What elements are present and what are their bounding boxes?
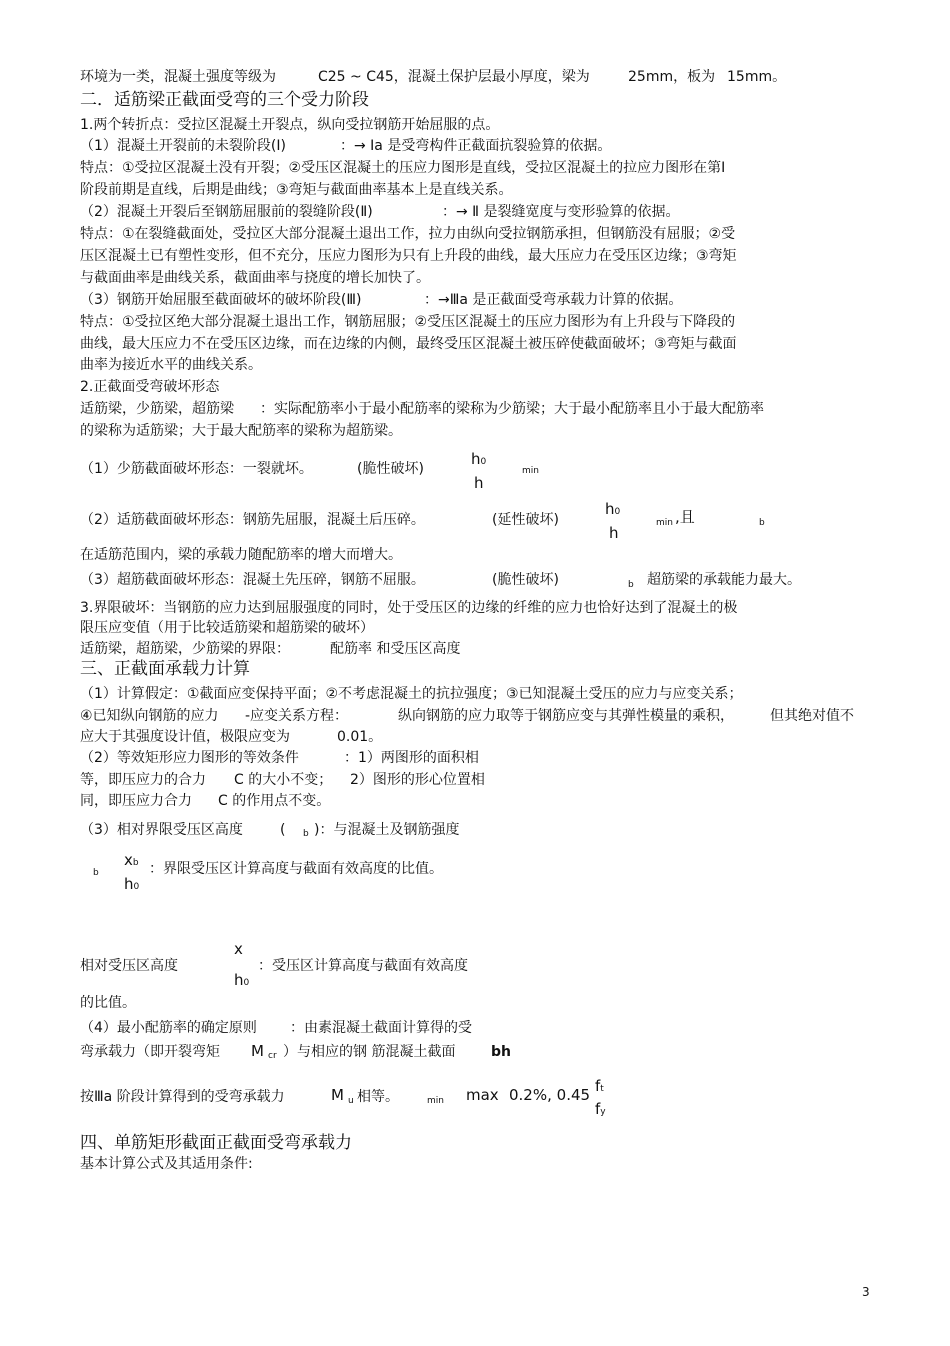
text-line: 按Ⅲa 阶段计算得到的受弯承载力	[80, 1089, 285, 1105]
text-line: 特点：①受拉区绝大部分混凝土退出工作，钢筋屈服；②受压区混凝土的压应力图形为有上升段与下降段的	[80, 314, 736, 330]
text-line: 的梁称为适筋梁；大于最大配筋率的梁称为超筋梁。	[80, 423, 402, 439]
formula-h: h	[609, 524, 619, 542]
text-line: 相等。	[357, 1089, 399, 1105]
formula-h0: h0	[234, 971, 250, 989]
formula-cr-subscript: cr	[268, 1051, 277, 1061]
formula-min: min	[427, 1096, 444, 1106]
text-line: （3）钢筋开始屈服至截面破坏的破坏阶段(Ⅲ)	[80, 292, 362, 308]
text-line: ：→Ⅲa 是正截面受弯承载力计算的依据。	[424, 292, 683, 308]
text-line: (延性破坏)	[492, 512, 559, 528]
text-line: (	[280, 822, 286, 838]
text-line: 与截面曲率是曲线关系，截面曲率与挠度的增长加快了。	[80, 270, 430, 286]
text-line: (脆性破坏)	[357, 461, 424, 477]
page-number: 3	[862, 1285, 870, 1299]
formula-qie: ,且	[675, 508, 695, 526]
section-heading: 三、正截面承载力计算	[80, 659, 250, 679]
text-line: 相对受压区高度	[80, 958, 178, 974]
text-line: 1.两个转折点：受拉区混凝土开裂点，纵向受拉钢筋开始屈服的点。	[80, 117, 500, 133]
text-line: （1）少筋截面破坏形态：一裂就坏。	[80, 461, 313, 477]
text-line: C 的大小不变；	[234, 772, 333, 788]
text-line: 纵向钢筋的应力取等于钢筋应变与其弹性模量的乘积，	[398, 708, 734, 724]
text-line: 配筋率 和受压区高度	[330, 641, 461, 657]
text-line: ）与相应的钢 筋混凝土截面	[283, 1044, 456, 1060]
text-line: 应大于其强度设计值，极限应变为	[80, 729, 290, 745]
text-line: （2）混凝土开裂后至钢筋屈服前的裂缝阶段(Ⅱ)	[80, 204, 373, 220]
formula-b-subscript: b	[759, 518, 765, 528]
text-line: 环境为一类，混凝土强度等级为	[80, 69, 276, 85]
text-line: ：1）两图形的面积相	[344, 750, 479, 766]
text-line: （3）相对界限受压区高度	[80, 822, 243, 838]
text-line: ：界限受压区计算高度与截面有效高度的比值。	[149, 861, 443, 877]
text-line: 的比值。	[80, 995, 136, 1011]
formula-h0: h0	[124, 875, 140, 893]
formula-u-subscript: u	[348, 1096, 354, 1106]
section-heading: 四、单筋矩形截面正截面受弯承载力	[80, 1133, 352, 1153]
formula-m: M	[251, 1042, 264, 1060]
text-line: 在适筋范围内，梁的承载力随配筋率的增大而增大。	[80, 547, 402, 563]
text-line: C 的作用点不变。	[218, 793, 331, 809]
text-line: )：与混凝土及钢筋强度	[314, 822, 460, 838]
formula-max: max	[466, 1086, 499, 1104]
text-line: 适筋梁，超筋梁，少筋梁的界限：	[80, 641, 290, 657]
formula-xb: xb	[124, 851, 139, 869]
formula-ft: ft	[595, 1077, 604, 1095]
text-line: （2）等效矩形应力图形的等效条件	[80, 750, 299, 766]
formula-min: min	[656, 518, 673, 528]
text-line: 25mm，板为	[628, 69, 716, 85]
formula-min: min	[522, 466, 539, 476]
text-line: 压区混凝土已有塑性变形，但不充分，压应力图形为只有上升段的曲线，最大压应力在受压区边缘；③弯矩	[80, 248, 737, 264]
text-line: 2）图形的形心位置相	[350, 772, 485, 788]
formula-h0: h0	[471, 450, 487, 468]
text-line: （3）超筋截面破坏形态：混凝土先压碎，钢筋不屈服。	[80, 572, 425, 588]
text-line: （1）混凝土开裂前的未裂阶段(Ⅰ)	[80, 138, 286, 154]
text-line: 2.正截面受弯破坏形态	[80, 379, 220, 395]
text-line: ：实际配筋率小于最小配筋率的梁称为少筋梁；大于最小配筋率且小于最大配筋率	[260, 401, 764, 417]
text-line: 0.01。	[337, 729, 383, 745]
formula-fy: fy	[595, 1100, 606, 1118]
text-line: ：→ Ⅱ 是裂缝宽度与变形验算的依据。	[442, 204, 680, 220]
text-line: （4）最小配筋率的确定原则	[80, 1020, 257, 1036]
text-line: ④已知纵向钢筋的应力	[80, 708, 219, 724]
text-line: 15mm。	[727, 69, 787, 85]
text-line: 同，即压应力合力	[80, 793, 192, 809]
text-line: 弯承载力（即开裂弯矩	[80, 1044, 220, 1060]
text-line: 等，即压应力的合力	[80, 772, 206, 788]
text-line: （1）计算假定：①截面应变保持平面；②不考虑混凝土的抗拉强度；③已知混凝土受压的应力与应变关系；	[80, 686, 743, 702]
text-line: 但其绝对值不	[770, 708, 854, 724]
text-line: C25 ~ C45，混凝土保护层最小厚度，梁为	[318, 69, 590, 85]
formula-h: h	[474, 474, 484, 492]
formula-max-value: 0.2%, 0.45	[509, 1086, 591, 1104]
text-line: 曲率为接近水平的曲线关系。	[80, 357, 262, 373]
text-line: 3.界限破坏：当钢筋的应力达到屈服强度的同时，处于受压区的边缘的纤维的应力也恰好达到了混凝土的极	[80, 600, 738, 616]
formula-m: M	[331, 1086, 344, 1104]
formula-x: x	[234, 940, 243, 958]
formula-b-subscript: b	[303, 829, 309, 839]
text-line: (脆性破坏)	[492, 572, 559, 588]
text-line: 特点：①受拉区混凝土没有开裂；②受压区混凝土的压应力图形是直线，受拉区混凝土的拉应力图形在第Ⅰ	[80, 160, 726, 176]
text-line: 基本计算公式及其适用条件:	[80, 1156, 253, 1172]
text-line: 曲线，最大压应力不在受压区边缘，而在边缘的内侧，最终受压区混凝土被压碎使截面破坏；③弯矩与截面	[80, 336, 737, 352]
text-line: 适筋梁，少筋梁，超筋梁	[80, 401, 234, 417]
text-line: ：→ Ⅰa 是受弯构件正截面抗裂验算的依据。	[340, 138, 612, 154]
formula-b-subscript: b	[93, 868, 99, 878]
text-line: ：受压区计算高度与截面有效高度	[258, 958, 468, 974]
text-line: 超筋梁的承载能力最大。	[647, 572, 801, 588]
text-line: -应变关系方程：	[245, 708, 349, 724]
formula-h0: h0	[605, 500, 621, 518]
section-heading: 二．适筋梁正截面受弯的三个受力阶段	[80, 90, 369, 110]
text-line: 阶段前期是直线，后期是曲线；③弯矩与截面曲率基本上是直线关系。	[80, 182, 513, 198]
formula-b-subscript: b	[628, 580, 634, 590]
text-line: ：由素混凝土截面计算得的受	[290, 1020, 472, 1036]
formula-bh: bh	[491, 1044, 511, 1060]
text-line: 特点：①在裂缝截面处，受拉区大部分混凝土退出工作，拉力由纵向受拉钢筋承担，但钢筋没有屈服；②受	[80, 226, 736, 242]
text-line: 限压应变值（用于比较适筋梁和超筋梁的破坏）	[80, 620, 374, 636]
text-line: （2）适筋截面破坏形态：钢筋先屈服，混凝土后压碎。	[80, 512, 425, 528]
